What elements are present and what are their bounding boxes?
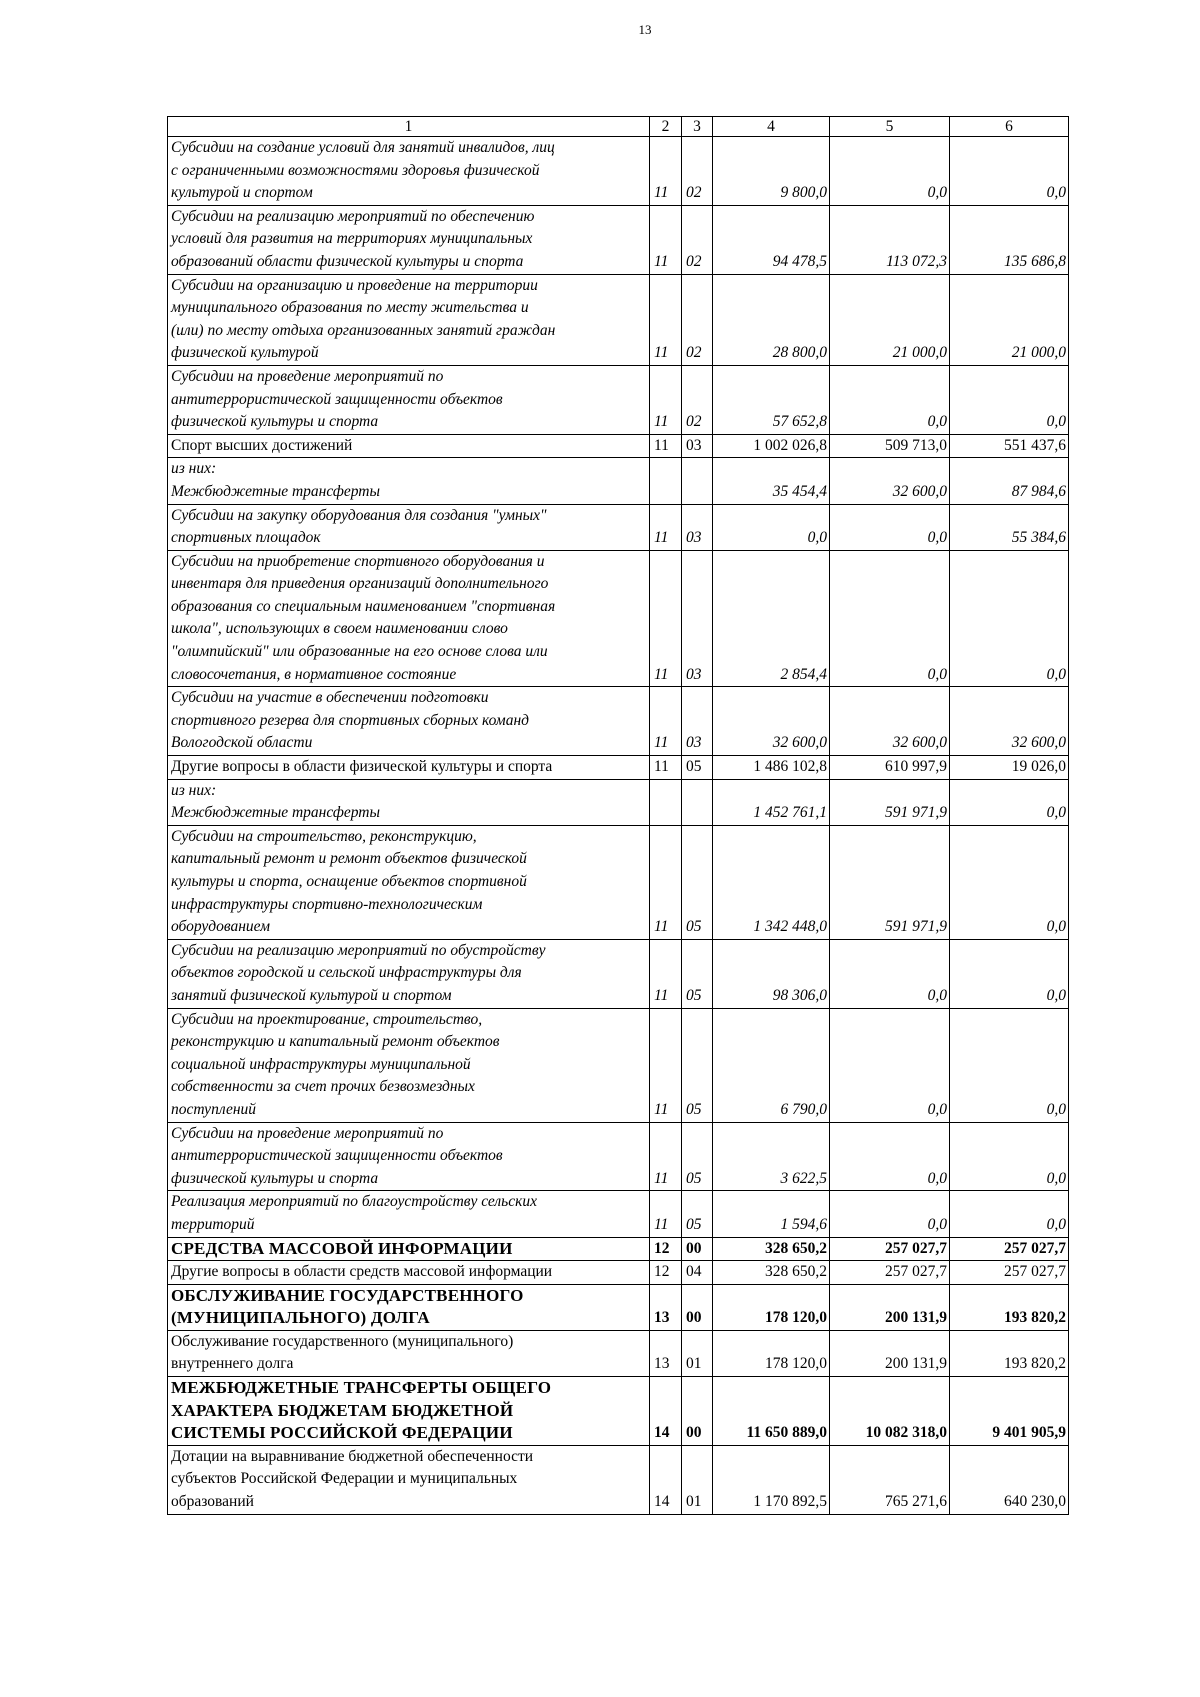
row-name-line: Спорт высших достижений [171,436,353,454]
row-name-line: из них: [171,460,217,478]
subsection-code-cell: 00 [682,1237,713,1261]
row-name-line: Вологодской области [171,734,313,752]
amount-col4-cell: 32 600,0 [713,687,830,756]
amount-col5-cell: 0,0 [830,550,950,687]
amount-col6-cell: 0,0 [950,1008,1069,1122]
row-name-line: словосочетания, в нормативное состояние [171,665,457,683]
row-name-line: (МУНИЦИПАЛЬНОГО) ДОЛГА [171,1308,430,1328]
row-name-line: Субсидии на проектирование, строительство, [171,1010,483,1028]
row-name-line: муниципального образования по месту жительства и [171,299,529,317]
section-code-cell: 11 [650,137,682,206]
amount-col4-cell: 328 650,2 [713,1261,830,1285]
table-row [168,504,1069,550]
amount-col6-cell: 21 000,0 [950,274,1069,365]
amount-col4-cell: 1 002 026,8 [713,434,830,458]
amount-col5-cell: 610 997,9 [830,756,950,780]
table-row [168,550,1069,687]
row-name-line: поступлений [171,1100,257,1118]
budget-table [167,116,1069,1515]
amount-col6-cell: 0,0 [950,550,1069,687]
amount-col6-cell: 0,0 [950,825,1069,939]
amount-col4-cell: 35 454,4 [713,458,830,504]
row-name-line: образований [171,1493,254,1511]
subsection-code-cell: 03 [682,550,713,687]
table-row [168,365,1069,434]
section-code-cell: 13 [650,1284,682,1330]
row-name-line: условий для развития на территориях муниципальных [171,230,533,248]
amount-col6-cell: 19 026,0 [950,756,1069,780]
section-code-cell: 14 [650,1445,682,1514]
row-name-cell [168,1445,650,1514]
amount-col6-cell: 551 437,6 [950,434,1069,458]
amount-col4-cell: 1 342 448,0 [713,825,830,939]
table-row [168,779,1069,825]
row-name-line: физической культуры и спорта [171,413,379,431]
subsection-code-cell: 02 [682,274,713,365]
amount-col6-cell: 0,0 [950,365,1069,434]
row-name-cell [168,504,650,550]
header-cell: 5 [830,117,950,137]
amount-col4-cell: 178 120,0 [713,1284,830,1330]
section-code-cell: 14 [650,1377,682,1446]
row-name-line: спортивных площадок [171,529,321,547]
row-name-line: занятий физической культурой и спортом [171,986,452,1004]
amount-col5-cell: 113 072,3 [830,205,950,274]
row-name-cell [168,1237,650,1261]
row-name-line: Субсидии на реализацию мероприятий по обеспечению [171,207,535,225]
amount-col5-cell: 21 000,0 [830,274,950,365]
subsection-code-cell: 00 [682,1377,713,1446]
row-name-cell [168,550,650,687]
row-name-cell [168,1122,650,1191]
amount-col5-cell: 509 713,0 [830,434,950,458]
row-name-line: физической культуры и спорта [171,1169,379,1187]
header-cell: 3 [682,117,713,137]
amount-col4-cell: 1 170 892,5 [713,1445,830,1514]
table-row [168,756,1069,780]
row-name-line: территорий [171,1215,255,1233]
amount-col6-cell: 0,0 [950,939,1069,1008]
section-code-cell: 11 [650,504,682,550]
amount-col5-cell: 32 600,0 [830,458,950,504]
budget-table-body [168,117,1069,1515]
section-code-cell: 11 [650,1008,682,1122]
row-name-line: МЕЖБЮДЖЕТНЫЕ ТРАНСФЕРТЫ ОБЩЕГО [171,1378,552,1398]
row-name-cell [168,1377,650,1446]
row-name-line: Дотации на выравнивание бюджетной обеспеченности [171,1447,534,1465]
amount-col4-cell: 6 790,0 [713,1008,830,1122]
section-code-cell: 11 [650,1191,682,1237]
subsection-code-cell [682,779,713,825]
row-name-line: реконструкцию и капитальный ремонт объектов [171,1033,500,1051]
row-name-line: Межбюджетные трансферты [171,804,380,822]
amount-col5-cell: 0,0 [830,137,950,206]
amount-col5-cell: 257 027,7 [830,1237,950,1261]
row-name-cell [168,458,650,504]
row-name-line: образований области физической культуры и спорта [171,252,524,270]
page-number: 13 [638,22,652,37]
row-name-cell [168,1284,650,1330]
section-code-cell [650,458,682,504]
amount-col5-cell: 591 971,9 [830,825,950,939]
row-name-line: ОБСЛУЖИВАНИЕ ГОСУДАРСТВЕННОГО [171,1285,524,1305]
row-name-cell [168,1191,650,1237]
amount-col5-cell: 200 131,9 [830,1284,950,1330]
amount-col5-cell: 0,0 [830,365,950,434]
amount-col5-cell: 257 027,7 [830,1261,950,1285]
amount-col4-cell: 28 800,0 [713,274,830,365]
row-name-line: Другие вопросы в области физической культуры и спорта [171,758,553,776]
row-name-line: Субсидии на реализацию мероприятий по обустройству [171,941,546,959]
section-code-cell: 12 [650,1237,682,1261]
section-code-cell: 11 [650,434,682,458]
row-name-cell [168,137,650,206]
section-code-cell: 12 [650,1261,682,1285]
amount-col5-cell: 765 271,6 [830,1445,950,1514]
row-name-cell [168,687,650,756]
amount-col4-cell: 1 452 761,1 [713,779,830,825]
amount-col6-cell: 193 820,2 [950,1330,1069,1376]
row-name-line: Субсидии на строительство, реконструкцию, [171,827,477,845]
section-code-cell: 11 [650,1122,682,1191]
row-name-cell [168,1008,650,1122]
row-name-line: СИСТЕМЫ РОССИЙСКОЙ ФЕДЕРАЦИИ [171,1423,513,1443]
table-row [168,1237,1069,1261]
row-name-line: Субсидии на проведение мероприятий по [171,367,444,385]
subsection-code-cell: 04 [682,1261,713,1285]
subsection-code-cell: 05 [682,1008,713,1122]
row-name-cell [168,1261,650,1285]
amount-col4-cell: 2 854,4 [713,550,830,687]
header-cell: 1 [168,117,650,137]
amount-col4-cell: 98 306,0 [713,939,830,1008]
amount-col4-cell: 1 486 102,8 [713,756,830,780]
subsection-code-cell: 01 [682,1330,713,1376]
table-row [168,687,1069,756]
row-name-line: Другие вопросы в области средств массовой информации [171,1263,553,1281]
subsection-code-cell: 05 [682,756,713,780]
subsection-code-cell: 02 [682,137,713,206]
amount-col5-cell: 591 971,9 [830,779,950,825]
subsection-code-cell: 05 [682,1191,713,1237]
row-name-line: Субсидии на приобретение спортивного оборудования и [171,552,545,570]
header-cell: 6 [950,117,1069,137]
row-name-line: Межбюджетные трансферты [171,482,380,500]
section-code-cell: 13 [650,1330,682,1376]
row-name-line: ХАРАКТЕРА БЮДЖЕТАМ БЮДЖЕТНОЙ [171,1400,514,1420]
row-name-cell [168,939,650,1008]
section-code-cell: 11 [650,365,682,434]
row-name-line: Субсидии на закупку оборудования для создания "умных" [171,506,547,524]
subsection-code-cell: 03 [682,687,713,756]
subsection-code-cell: 02 [682,365,713,434]
row-name-line: внутреннего долга [171,1355,294,1373]
amount-col4-cell: 11 650 889,0 [713,1377,830,1446]
amount-col6-cell: 0,0 [950,1191,1069,1237]
row-name-line: собственности за счет прочих безвозмездных [171,1078,475,1096]
row-name-line: Субсидии на участие в обеспечении подготовки [171,689,489,707]
amount-col5-cell: 0,0 [830,1122,950,1191]
amount-col6-cell: 257 027,7 [950,1237,1069,1261]
section-code-cell: 11 [650,274,682,365]
row-name-line: школа", использующих в своем наименовании слово [171,620,508,638]
amount-col6-cell: 0,0 [950,779,1069,825]
row-name-line: объектов городской и сельской инфраструктуры для [171,964,522,982]
row-name-line: антитеррористической защищенности объектов [171,390,503,408]
row-name-line: "олимпийский" или образованные на его основе слова или [171,643,548,661]
row-name-line: антитеррористической защищенности объектов [171,1147,503,1165]
amount-col4-cell: 3 622,5 [713,1122,830,1191]
table-row [168,434,1069,458]
row-name-line: социальной инфраструктуры муниципальной [171,1055,471,1073]
subsection-code-cell: 03 [682,434,713,458]
section-code-cell [650,779,682,825]
row-name-line: оборудованием [171,918,271,936]
table-row [168,1445,1069,1514]
row-name-line: Реализация мероприятий по благоустройству сельских [171,1193,537,1211]
table-row [168,205,1069,274]
section-code-cell: 11 [650,825,682,939]
amount-col6-cell: 55 384,6 [950,504,1069,550]
row-name-cell [168,434,650,458]
amount-col6-cell: 32 600,0 [950,687,1069,756]
section-code-cell: 11 [650,939,682,1008]
row-name-line: Субсидии на организацию и проведение на территории [171,276,538,294]
amount-col6-cell: 257 027,7 [950,1261,1069,1285]
header-cell: 2 [650,117,682,137]
row-name-line: образования со специальным наименованием "спортивная [171,597,556,615]
amount-col4-cell: 1 594,6 [713,1191,830,1237]
row-name-line: культурой и спортом [171,184,313,202]
subsection-code-cell: 01 [682,1445,713,1514]
amount-col6-cell: 0,0 [950,1122,1069,1191]
subsection-code-cell [682,458,713,504]
table-row [168,825,1069,939]
table-row [168,137,1069,206]
row-name-cell [168,274,650,365]
amount-col6-cell: 9 401 905,9 [950,1377,1069,1446]
subsection-code-cell: 05 [682,939,713,1008]
row-name-cell [168,825,650,939]
subsection-code-cell: 00 [682,1284,713,1330]
row-name-line: СРЕДСТВА МАССОВОЙ ИНФОРМАЦИИ [171,1238,513,1258]
amount-col4-cell: 57 652,8 [713,365,830,434]
amount-col5-cell: 0,0 [830,939,950,1008]
row-name-line: культуры и спорта, оснащение объектов спортивной [171,873,527,890]
amount-col4-cell: 9 800,0 [713,137,830,206]
amount-col6-cell: 87 984,6 [950,458,1069,504]
amount-col5-cell: 32 600,0 [830,687,950,756]
row-name-line: Обслуживание государственного (муниципального) [171,1332,514,1350]
table-row [168,458,1069,504]
amount-col5-cell: 0,0 [830,504,950,550]
amount-col6-cell: 640 230,0 [950,1445,1069,1514]
amount-col4-cell: 178 120,0 [713,1330,830,1376]
row-name-line: инфраструктуры спортивно-технологическим [171,895,483,913]
section-code-cell: 11 [650,550,682,687]
section-code-cell: 11 [650,756,682,780]
header-row [168,117,1069,137]
amount-col5-cell: 10 082 318,0 [830,1377,950,1446]
row-name-cell [168,756,650,780]
table-row [168,1377,1069,1446]
row-name-line: инвентаря для приведения организаций дополнительного [171,575,549,593]
row-name-cell [168,1330,650,1376]
row-name-cell [168,365,650,434]
section-code-cell: 11 [650,687,682,756]
table-row [168,1191,1069,1237]
row-name-line: Субсидии на проведение мероприятий по [171,1124,444,1142]
row-name-cell [168,205,650,274]
amount-col4-cell: 94 478,5 [713,205,830,274]
subsection-code-cell: 05 [682,1122,713,1191]
table-row [168,1008,1069,1122]
amount-col5-cell: 200 131,9 [830,1330,950,1376]
amount-col4-cell: 328 650,2 [713,1237,830,1261]
row-name-cell [168,779,650,825]
table-row [168,1261,1069,1285]
amount-col6-cell: 135 686,8 [950,205,1069,274]
table-row [168,1122,1069,1191]
table-row [168,274,1069,365]
row-name-line: субъектов Российской Федерации и муниципальных [171,1470,518,1488]
amount-col4-cell: 0,0 [713,504,830,550]
subsection-code-cell: 02 [682,205,713,274]
row-name-line: (или) по месту отдыха организованных занятий граждан [171,321,556,339]
section-code-cell: 11 [650,205,682,274]
table-row [168,1330,1069,1376]
header-cell: 4 [713,117,830,137]
row-name-line: спортивного резерва для спортивных сборных команд [171,711,529,729]
row-name-line: из них: [171,781,217,799]
table-row [168,1284,1069,1330]
row-name-line: Субсидии на создание условий для занятий инвалидов, лиц [171,139,555,156]
amount-col6-cell: 0,0 [950,137,1069,206]
amount-col5-cell: 0,0 [830,1008,950,1122]
subsection-code-cell: 03 [682,504,713,550]
row-name-line: капитальный ремонт и ремонт объектов физической [171,850,527,868]
subsection-code-cell: 05 [682,825,713,939]
amount-col5-cell: 0,0 [830,1191,950,1237]
row-name-line: физической культурой [171,344,319,362]
row-name-line: с ограниченными возможностями здоровья физической [171,161,540,179]
amount-col6-cell: 193 820,2 [950,1284,1069,1330]
table-row [168,939,1069,1008]
